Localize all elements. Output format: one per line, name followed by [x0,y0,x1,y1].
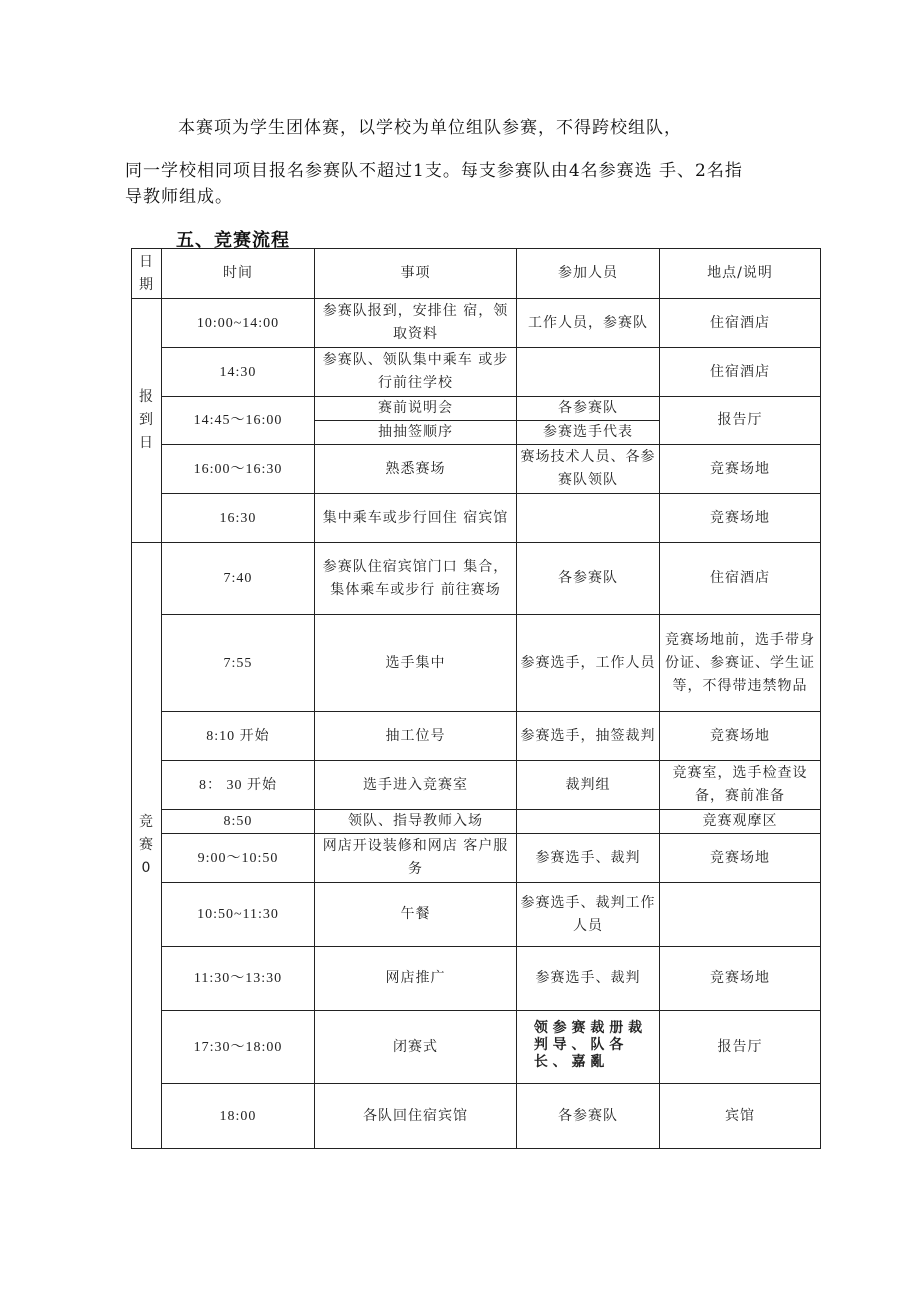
item-cell: 集中乘车或步行回住 宿宾馆 [315,494,517,543]
item-cell: 选手集中 [315,615,517,712]
people-cell: 各参赛队 [517,1084,660,1149]
item-cell: 抽工位号 [315,712,517,761]
intro-line-1: 本赛项为学生团体赛，以学校为单位组队参赛，不得跨校组队， [178,118,682,138]
place-cell: 竞赛场地 [660,445,821,494]
day-label-competition: 竞 赛 0 [132,543,162,1149]
place-cell: 竞赛观摩区 [660,810,821,834]
item-cell: 参赛队、领队集中乘车 或步行前往学校 [315,348,517,397]
table-row [132,1084,821,1149]
people-cell: 领 参 赛 裁 册 裁 判 导 、 队 各 长 、 嘉 亂 [517,1011,660,1084]
item-cell: 午餐 [315,883,517,947]
section-title: 五、竞赛流程 [176,230,290,251]
table-row [132,445,821,494]
time-cell: 10:50~11:30 [162,883,315,947]
place-cell: 竞赛场地前，选手带身份证、参赛证、学生证等，不得带违禁物品 [660,615,821,712]
people-cell: 各参赛队 [517,543,660,615]
time-cell: 7:55 [162,615,315,712]
people-cell [517,494,660,543]
item-cell: 选手进入竞赛室 [315,761,517,810]
place-cell [660,883,821,947]
people-cell: 参赛选手、裁判工作人员 [517,883,660,947]
time-cell: 14:45～16:00 [162,397,315,445]
place-cell: 报告厅 [660,1011,821,1084]
table-row [132,494,821,543]
table-row [132,397,821,421]
time-cell: 16:30 [162,494,315,543]
people-cell: 各参赛队 [517,397,660,421]
item-cell: 领队、指导教师入场 [315,810,517,834]
item-cell: 赛前说明会 [315,397,517,421]
header-people: 参加人员 [517,249,660,299]
people-cell: 参赛选手，抽签裁判 [517,712,660,761]
item-cell: 各队回住宿宾馆 [315,1084,517,1149]
item-cell: 闭赛式 [315,1011,517,1084]
place-cell: 报告厅 [660,397,821,445]
day-label-registration: 报 到 日 [132,299,162,543]
people-cell: 赛场技术人员、各参赛队领队 [517,445,660,494]
time-cell: 18:00 [162,1084,315,1149]
place-cell: 住宿酒店 [660,299,821,348]
place-cell: 宾馆 [660,1084,821,1149]
table-row [132,947,821,1011]
table-row [132,810,821,834]
time-cell: 11:30～13:30 [162,947,315,1011]
people-cell: 参赛选手、裁判 [517,834,660,883]
header-item: 事项 [315,249,517,299]
header-time: 时间 [162,249,315,299]
time-cell: 8:50 [162,810,315,834]
item-cell: 抽抽签顺序 [315,421,517,445]
place-cell: 竞赛室，选手检查设备，赛前准备 [660,761,821,810]
place-cell: 竞赛场地 [660,947,821,1011]
header-date: 日 期 [132,249,162,299]
table-row [132,712,821,761]
people-cell: 裁判组 [517,761,660,810]
schedule-table [131,248,821,1149]
intro-line-2: 同一学校相同项目报名参赛队不超过1支。每支参赛队由4名参赛选 手、2名指 [125,161,743,181]
time-cell: 17:30～18:00 [162,1011,315,1084]
item-cell: 熟悉赛场 [315,445,517,494]
people-cell [517,810,660,834]
intro-line-3: 导教师组成。 [125,187,233,207]
people-cell: 工作人员，参赛队 [517,299,660,348]
table-row [132,543,821,615]
item-cell: 网店推广 [315,947,517,1011]
item-cell: 网店开设装修和网店 客户服务 [315,834,517,883]
place-cell: 竞赛场地 [660,494,821,543]
table-row [132,615,821,712]
time-cell: 8： 30 开始 [162,761,315,810]
time-cell: 7:40 [162,543,315,615]
time-cell: 14:30 [162,348,315,397]
time-cell: 16:00～16:30 [162,445,315,494]
place-cell: 住宿酒店 [660,543,821,615]
table-row [132,883,821,947]
table-header-row [132,249,821,299]
people-cell [517,348,660,397]
table-row [132,299,821,348]
people-cell: 参赛选手，工作人员 [517,615,660,712]
place-cell: 竞赛场地 [660,712,821,761]
time-cell: 8:10 开始 [162,712,315,761]
time-cell: 9:00～10:50 [162,834,315,883]
place-cell: 竞赛场地 [660,834,821,883]
table-row [132,761,821,810]
table-row [132,834,821,883]
item-cell: 参赛队住宿宾馆门口 集合，集体乘车或步行 前往赛场 [315,543,517,615]
place-cell: 住宿酒店 [660,348,821,397]
people-cell: 参赛选手代表 [517,421,660,445]
people-cell: 参赛选手、裁判 [517,947,660,1011]
time-cell: 10:00~14:00 [162,299,315,348]
header-place: 地点/说明 [660,249,821,299]
item-cell: 参赛队报到，安排住 宿，领取资料 [315,299,517,348]
table-row [132,1011,821,1084]
table-row [132,348,821,397]
